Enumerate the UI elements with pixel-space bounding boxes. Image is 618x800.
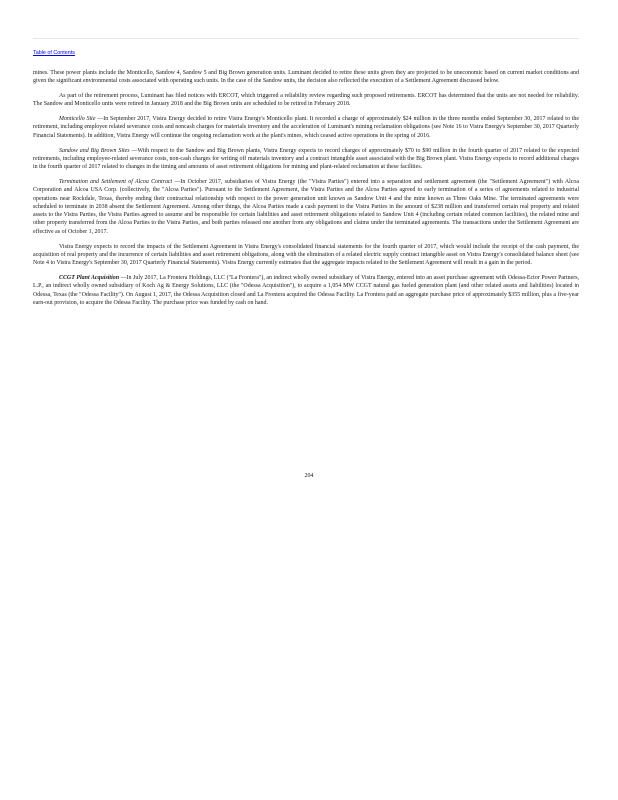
paragraph-alcoa-termination bbox=[33, 178, 579, 236]
paragraph-ccgt-acquisition bbox=[33, 274, 579, 307]
paragraph-settlement-impact bbox=[33, 243, 579, 268]
paragraph-monticello-site bbox=[33, 115, 579, 140]
paragraph-text: —In July 2017, La Frontera Holdings, LLC ("La Frontera"), an indirect wholly owned subsidiary of Vistra Energy, entered into an asset purchase agreement with Odessa-Ector Power Partners, L.P., an indirect wholly owned subsidiary of Koch Ag & Energy Solutions, LLC (the "Odessa Acquisition"), to acquire a 1,054 MW CCGT natural gas fueled generation plant (and other related assets and liabilities) located in Odessa, Texas (the "Odessa Facility"). On August 1, 2017, the Odessa Acquisition closed and La Frontera acquired the Odessa Facility. La Frontera paid an aggregate purchase price of approximately $355 million, plus a five-year earn-out provision, to acquire the Odessa Facility. The purchase price was funded by cash on hand. bbox=[33, 274, 580, 306]
paragraph-sandow-big-brown bbox=[33, 147, 579, 172]
section-lead-sandow-big-brown: Sandow and Big Brown Sites bbox=[59, 147, 130, 154]
section-lead-monticello: Monticello Site bbox=[59, 116, 96, 123]
page-number: 204 bbox=[304, 473, 314, 479]
paragraph-text: Vistra Energy expects to record the impacts of the Settlement Agreement in Vistra Energy's consolidated financial statements for the fourth quarter of 2017, which would include the receipt of the cash payment, the acquisition of real property and the incurrence of certain liabilities and asset retirement obligations, along with the elimination of a related electric supply contract intangible asset on Vistra Energy's consolidated balance sheet (see Note 4 to Vistra Energy's September 30, 2017 Quarterly Financial Statements). Vistra Energy currently estimates that the aggregate impacts related to the Settlement Agreement will result in a gain in the period. bbox=[33, 243, 579, 267]
table-of-contents-link[interactable] bbox=[33, 50, 97, 56]
paragraph-retirement-intro bbox=[33, 69, 579, 86]
table-of-contents-label: Table of Contents bbox=[33, 50, 75, 56]
paragraph-ercot-review bbox=[33, 92, 579, 109]
paragraph-text: —With respect to the Sandow and Big Brown plants, Vistra Energy expects to record charges of approximately $70 to $90 million in the fourth quarter of 2017 related to the expected retirements, including employee-related severance costs, non-cash charges for writing off materials inventory and a contract intangible asset associated with the Big Brown plant. Vistra Energy expects to record additional charges in the fourth quarter of 2017 related to changes in the timing and amounts of asset retirement obligations for mining and plant-related reclamation at these facilities. bbox=[33, 147, 579, 171]
section-lead-ccgt: CCGT Plant Acquisition bbox=[59, 274, 120, 281]
paragraph-text: As part of the retirement process, Luminant has filed notices with ERCOT, which triggered a reliability review regarding such proposed retirements. ERCOT has determined that the units are not needed for reliability. The Sandow and Monticello units were retired in January 2018 and the Big Brown units are scheduled to be retired in February 2018. bbox=[33, 93, 579, 108]
paragraph-text: —In October 2017, subsidiaries of Vistra Energy (the "Vistra Parties") entered into a separation and settlement agreement (the "Settlement Agreement") with Alcoa Corporation and Alcoa USA Corp. (collectively, the "Alcoa Parties"). Pursuant to the Settlement Agreement, the Vistra Parties and the Alcoa Parties agreed to early termination of a series of agreements related to industrial operations near Rockdale, Texas, thereby ending their contractual relationship with respect to the power generation unit known as Sandow Unit 4 and the mine known as Three Oaks Mine. The terminated agreements were scheduled to terminate in 2038 absent the Settlement Agreement. Among other things, the Alcoa Parties made a cash payment to the Vistra Parties in the amount of $238 million and transferred certain real property and related assets to the Vistra Parties, the Vistra Parties agreed to assume and be responsible for certain liabilities and asset retirement obligations related to Sandow Unit 4 (including certain related common facilities), the related mine and other property transferred from the Alcoa Parties to the Vistra Parties, and both parties released one another from any obligations and claims under the terminated agreements. The transactions under the Settlement Agreement are effective as of October 1, 2017. bbox=[33, 178, 580, 235]
header-divider bbox=[33, 38, 579, 39]
paragraph-text: —In September 2017, Vistra Energy decided to retire Vistra Energy's Monticello plant. It recorded a charge of approximately $24 million in the three months ended September 30, 2017 related to the retirement, including employee related severance costs and noncash charges for materials inventory and the acceleration of Luminant's mining reclamation obligations (see Note 16 to Vistra Energy's September 30, 2017 Quarterly Financial Statements). In addition, Vistra Energy will continue the ongoing reclamation work at the plant's mines, which ceased active operations in the spring of 2016. bbox=[33, 116, 580, 139]
paragraph-text: mines. These power plants include the Monticello, Sandow 4, Sandow 5 and Big Brown generation units. Luminant decided to retire these units given they are projected to be uneconomic based on current market conditions and given the significant environmental costs associated with operating such units. In the case of the Sandow units, the decision also reflected the execution of a Settlement Agreement discussed below. bbox=[33, 70, 579, 85]
document-body bbox=[33, 69, 579, 314]
section-lead-alcoa: Termination and Settlement of Alcoa Contract bbox=[59, 178, 173, 185]
